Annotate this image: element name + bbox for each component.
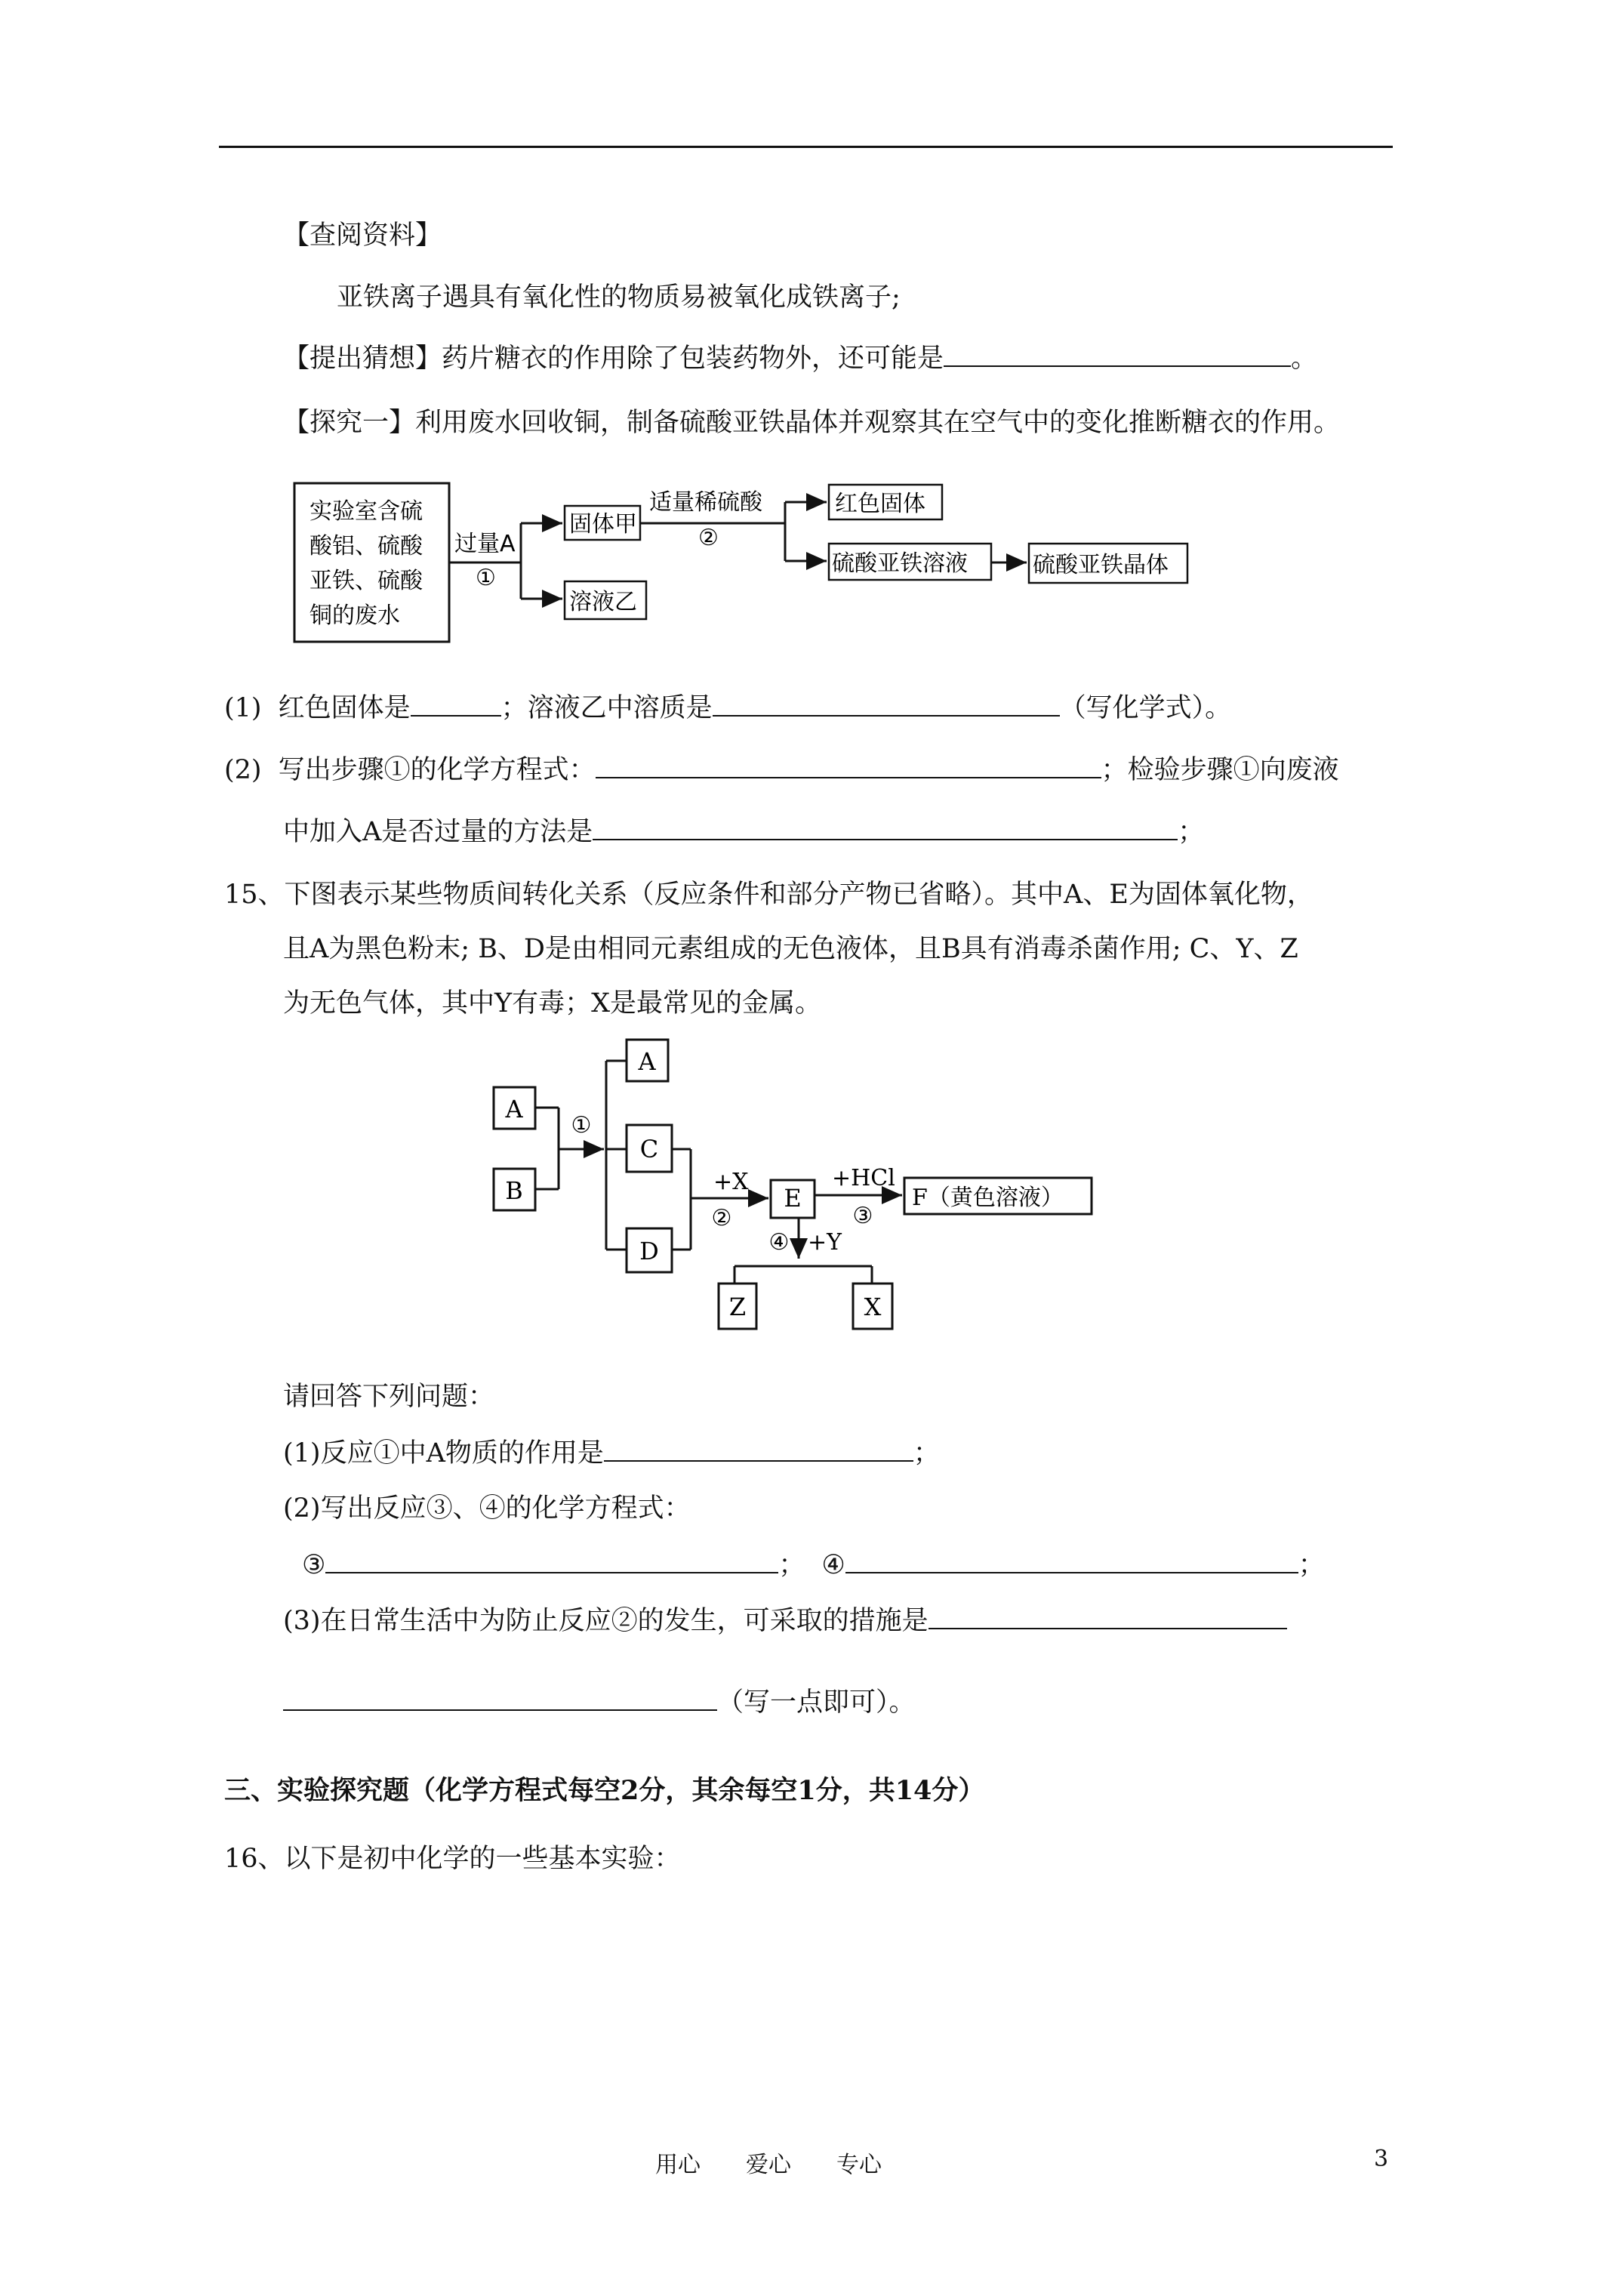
- step1-equation-blank[interactable]: [596, 753, 1101, 778]
- excess-method-blank[interactable]: [593, 815, 1178, 840]
- q16-text: 16、以下是初中化学的一些基本实验：: [224, 1844, 681, 1874]
- feso4-solution-label: 硫酸亚铁溶液: [832, 550, 968, 577]
- guess-lead: 【提出猜想】: [283, 344, 442, 374]
- label-z: Z: [728, 1293, 747, 1321]
- label-x: X: [864, 1293, 882, 1321]
- step1-label: 过量A: [454, 531, 516, 557]
- waste-recovery-flowchart: [287, 472, 1200, 653]
- prevention-blank-1[interactable]: [929, 1604, 1287, 1629]
- step2-number: ②: [698, 525, 719, 551]
- waste-line-3: 亚铁、硫酸: [310, 568, 423, 594]
- solid-jia-label: 固体甲: [569, 511, 637, 538]
- step1-number: ①: [476, 565, 496, 591]
- q14-part2-a: 写出步骤①的化学方程式：: [278, 755, 596, 785]
- waste-line-2: 酸铝、硫酸: [310, 533, 423, 559]
- label-c: C: [639, 1135, 659, 1163]
- red-solid-label: 红色固体: [835, 491, 925, 517]
- equation-3-blank[interactable]: [325, 1548, 778, 1573]
- label-a-top: A: [638, 1047, 656, 1076]
- q14-part1-c: （写化学式）。: [1059, 693, 1232, 723]
- a-role-blank[interactable]: [604, 1436, 913, 1462]
- refer-heading: 【查阅资料】: [283, 220, 442, 251]
- guess-text: 药片糖衣的作用除了包装药物外，还可能是: [442, 344, 944, 374]
- q15-intro: 请回答下列问题：: [283, 1382, 495, 1412]
- guess-line: [283, 341, 1317, 375]
- q15-end: ；: [1298, 1550, 1325, 1580]
- q15-line-3: 为无色气体，其中Y有毒；X是最常见的金属。: [283, 988, 822, 1019]
- solution-yi-label: 溶液乙: [569, 589, 637, 615]
- guess-end: 。: [1291, 344, 1318, 374]
- q14-part2-d: ；: [1178, 817, 1205, 847]
- plus-x-label: +X: [713, 1169, 749, 1195]
- red-solid-blank[interactable]: [411, 691, 501, 717]
- plus-hcl-label: +HCl: [832, 1165, 895, 1191]
- feso4-crystal-label: 硫酸亚铁晶体: [1033, 552, 1169, 578]
- header-rule: [219, 146, 1393, 148]
- q15-num: 15、: [224, 880, 285, 910]
- q15-q3-text: (3)在日常生活中为防止反应②的发生，可采取的措施是: [283, 1606, 929, 1636]
- label-b: B: [505, 1176, 523, 1205]
- q15-q3-end: （写一点即可）。: [717, 1687, 916, 1718]
- q15-q2: (2)写出反应③、④的化学方程式：: [283, 1493, 691, 1524]
- circle-1: ①: [571, 1112, 592, 1139]
- substance-transform-diagram: [483, 1031, 1110, 1355]
- q15-line-1: [224, 878, 1313, 911]
- circle-2: ②: [711, 1205, 732, 1231]
- equation-4-blank[interactable]: [845, 1548, 1298, 1573]
- q14-part2-cont: [283, 815, 1204, 849]
- q15-q1: [283, 1436, 940, 1470]
- explore1-line: [283, 406, 1340, 439]
- q15-sep: ；: [778, 1550, 805, 1580]
- step2-label: 适量稀硫酸: [649, 489, 762, 516]
- waste-line-4: 铜的废水: [310, 603, 400, 629]
- solute-blank[interactable]: [713, 691, 1060, 717]
- q14-part2: [224, 753, 1339, 787]
- q14-part1-num: (1): [224, 693, 262, 723]
- label-f: F（黄色溶液）: [912, 1185, 1064, 1211]
- waste-line-1: 实验室含硫: [310, 498, 423, 525]
- q15-c4: ④: [821, 1550, 845, 1580]
- q14-part1-b: ；溶液乙中溶质是: [500, 693, 713, 723]
- refer-text: 亚铁离子遇具有氧化性的物质易被氧化成铁离子;: [337, 282, 901, 313]
- explore1-lead: 【探究一】: [283, 408, 416, 438]
- page-number: 3: [1374, 2146, 1389, 2172]
- prevention-blank-2[interactable]: [283, 1685, 717, 1711]
- q14-part1: [224, 691, 1231, 725]
- q14-part2-num: (2): [224, 755, 262, 785]
- q14-part2-c: 中加入A是否过量的方法是: [283, 817, 593, 847]
- q14-part1-a: 红色固体是: [278, 693, 411, 723]
- q15-q2-equations: [302, 1548, 1325, 1582]
- q15-q1-end: ；: [913, 1438, 940, 1469]
- q15-q1-text: (1)反应①中A物质的作用是: [283, 1438, 604, 1469]
- label-e: E: [784, 1184, 802, 1213]
- circle-4: ④: [768, 1229, 790, 1256]
- explore1-text: 利用废水回收铜，制备硫酸亚铁晶体并观察其在空气中的变化推断糖衣的作用。: [415, 408, 1341, 438]
- plus-y-label: +Y: [808, 1229, 842, 1256]
- q15-line-2: 且A为黑色粉末; B、D是由相同元素组成的无色液体，且B具有消毒杀菌作用; C、Y、Z: [283, 934, 1298, 964]
- q15-q3: [283, 1604, 1287, 1638]
- label-d: D: [639, 1237, 659, 1265]
- q15-c3: ③: [302, 1550, 326, 1580]
- q15-l1: 下图表示某些物质间转化关系（反应条件和部分产物已省略）。其中A、E为固体氧化物，: [284, 880, 1313, 910]
- footer-text: 用心 爱心 专心: [655, 2152, 882, 2178]
- label-a-left: A: [505, 1095, 523, 1123]
- section3-title: 三、实验探究题（化学方程式每空2分，其余每空1分，共14分）: [224, 1775, 985, 1806]
- guess-blank[interactable]: [944, 341, 1291, 367]
- circle-3: ③: [852, 1203, 873, 1229]
- q15-q3-cont: [283, 1685, 916, 1719]
- q14-part2-b: ；检验步骤①向废液: [1101, 755, 1339, 785]
